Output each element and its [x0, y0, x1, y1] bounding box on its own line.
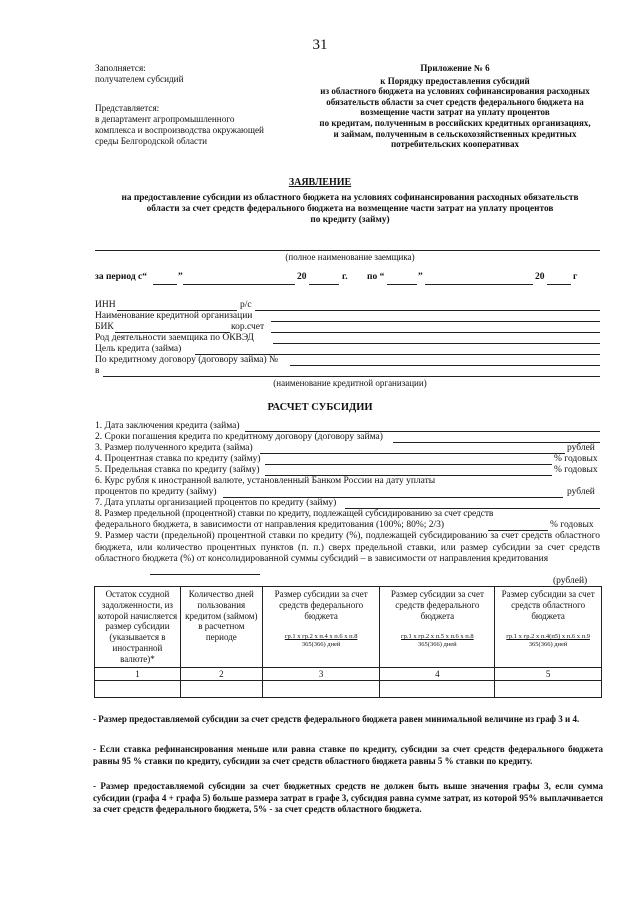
appendix-line: к Порядку предоставления субсидий: [380, 75, 530, 86]
rubles-caption: (рублей): [553, 576, 588, 586]
item-6: [95, 476, 600, 487]
calc-title: РАСЧЕТ СУБСИДИИ: [267, 402, 373, 413]
contract-row: [95, 355, 600, 366]
submitted-to-line3: среды Белгородской области: [95, 136, 208, 147]
period-quote: ”: [178, 272, 183, 282]
subsidy-table: [94, 586, 602, 698]
appendix-line: по кредитам, полученным в российских кредитных организациях,: [319, 118, 591, 129]
inn-label: ИНН: [95, 300, 116, 310]
header-cell: Количество дней пользования кредитом (займом) в расчетном периоде: [180, 587, 262, 668]
col-number: 2: [180, 667, 262, 681]
appendix-line: потребительских кооперативах: [390, 139, 520, 150]
document-subtitle: [100, 193, 600, 226]
period-to-month-field[interactable]: [425, 284, 533, 285]
period-to-label: по “: [367, 272, 385, 282]
data-cell[interactable]: [495, 681, 602, 698]
borrower-name-field[interactable]: [95, 250, 600, 251]
item-6b: [95, 487, 600, 498]
filled-by-value: получателем субсидий: [95, 74, 184, 85]
item-6-unit: рублей: [567, 487, 595, 497]
submitted-to-line1: в департамент агропромышленного: [95, 114, 235, 125]
period-from-year-field[interactable]: [309, 284, 339, 285]
note-1: - Размер предоставляемой субсидии за счет средств федерального бюджета равен минимальной величине из граф 3 и 4.: [93, 714, 580, 724]
korr-label: кор.счет: [231, 322, 265, 332]
appendix-line: возмещение части затрат на уплату процентов: [360, 107, 550, 118]
item-8-unit: % годовых: [550, 520, 594, 530]
appendix-line: и займам, полученным в сельскохозяйственных кредитных: [333, 128, 577, 139]
filled-by-label: Заполняется:: [95, 63, 146, 73]
rs-label: р/с: [240, 300, 252, 310]
subtitle-line: области за счет средств федерального бюджета на возмещение части затрат на уплату процентов: [146, 204, 554, 215]
formula-fed-1: гр.1 х гр.2 х п.4 х п.6 х п.8: [284, 633, 358, 641]
header-cell: Размер субсидии за счет средств федерального бюджета гр.1 х гр.2 х п.5 х п.6 х п.8 365(366) дней: [380, 587, 495, 668]
bank-caption: (наименование кредитной организации): [273, 378, 427, 388]
item-8-label-cont: федерального бюджета, в зависимости от направления кредитования (100%; 80%; 2/3): [95, 520, 445, 530]
inn-row: [95, 300, 600, 311]
item-6-label-cont: процентов по кредиту (займу): [95, 487, 217, 497]
formula-reg: гр.1 х гр.2 х п.4(п5) х п.6 х п.9: [506, 633, 590, 641]
item-8b: [95, 520, 600, 531]
table-row: [95, 681, 602, 698]
note-2: - Если ставка рефинансирования меньше или равна ставке по кредиту, субсидии за счет средств федерального бюджета равны 95 % ставки по кредиту, субсидии за счет средств областного бюджета равны 5 % ставки по кредиту.: [93, 744, 603, 766]
bank-row: [95, 311, 600, 322]
note-3: - Размер предоставляемой субсидии за счет бюджетных средств не должен быть выше значения графы 3, если сумма субсидии (графа 4 + графа 5) больше размера затрат в графе 3, субсидия равна сумме затрат, из которой 95% выплачивается за счет средств федерального бюджета, 5% - за счет средств областного бюджета.: [93, 781, 603, 815]
submitted-to-line2: комплекса и воспроизводства окружающей: [95, 125, 264, 136]
item-8-label: 8. Размер предельной (процентной) ставки по кредиту, подлежащей субсидированию за счет средств: [95, 509, 494, 519]
item-7-label: 7. Дата уплаты организацией процентов по кредиту (займу): [95, 498, 337, 508]
column-number-row: [95, 667, 602, 681]
period-g-label: г: [573, 272, 578, 282]
period-to-day-field[interactable]: [387, 284, 417, 285]
period-to-year-prefix: 20: [535, 272, 545, 282]
v-row: [95, 366, 600, 377]
header-cell: Размер субсидии за счет средств областного бюджета гр.1 х гр.2 х п.4(п5) х п.6 х п.9 365(366) дней: [495, 587, 602, 668]
formula-fed-2: гр.1 х гр.2 х п.5 х п.6 х п.8: [401, 633, 474, 641]
bank-name-label: Наименование кредитной организации: [95, 311, 253, 321]
v-label: в: [95, 366, 100, 376]
data-cell[interactable]: [380, 681, 495, 698]
item-7: [95, 498, 600, 509]
bik-row: [95, 322, 600, 333]
period-from-month-field[interactable]: [183, 284, 295, 285]
item-5-unit: % годовых: [554, 465, 598, 475]
subtitle-line: на предоставление субсидии из областного бюджета на условиях софинансирования расходных обязательств: [121, 193, 579, 203]
formula-denom: 365(366) дней: [301, 641, 341, 649]
filler-info-block: [95, 63, 285, 147]
period-from-label: за период с“: [95, 272, 148, 282]
page-number: 31: [312, 37, 328, 53]
formula-denom: 365(366) дней: [418, 641, 457, 649]
col-number: 5: [495, 667, 602, 681]
bank-org-field[interactable]: [103, 376, 600, 377]
okved-label: Род деятельности заемщика по ОКВЭД: [95, 333, 254, 343]
period-quote: ”: [418, 272, 423, 282]
data-cell[interactable]: [95, 681, 181, 698]
item-8: [95, 509, 600, 520]
item-2-label: 2. Сроки погашения кредита по кредитному договору (договору займа): [95, 432, 383, 442]
appendix-line: обязательств области за счет средств федерального бюджета на: [326, 96, 584, 107]
col-number: 1: [95, 667, 181, 681]
appendix-title: Приложение № 6: [420, 63, 490, 73]
goal-row: [95, 344, 600, 355]
item-4-label: 4. Процентная ставка по кредиту (займу): [95, 454, 261, 464]
item-9: 9. Размер части (предельной) процентной ставки по кредиту (%), подлежащей субсидированию за счет средств областного бюджета, или количество процентных пунктов (п. п.) сверх предельной ставки, или размер субсидии за счет средств областного бюджета (%) от консолидированной суммы субсидий – в зависимости от направления кредитования: [95, 531, 600, 565]
item-1: [95, 421, 600, 432]
formula-denom: 365(366) дней: [528, 641, 568, 649]
data-cell[interactable]: [262, 681, 380, 698]
item-3: [95, 443, 600, 454]
item-9-field[interactable]: [150, 574, 260, 575]
header-cell: Остаток ссудной задолженности, из которой начисляется размер субсидии (указывается в иностранной валюте)*: [95, 587, 181, 668]
goal-label: Цель кредита (займа): [95, 344, 182, 354]
period-from-year-prefix: 20: [297, 272, 307, 282]
item-3-label: 3. Размер полученного кредита (займа): [95, 443, 253, 453]
item-4: [95, 454, 600, 465]
period-g-label: г.: [342, 272, 348, 282]
borrower-caption: (полное наименование заемщика): [285, 252, 415, 262]
item-5-label: 5. Предельная ставка по кредиту (займу): [95, 465, 260, 475]
col-number: 4: [380, 667, 495, 681]
period-to-year-field[interactable]: [547, 284, 571, 285]
appendix-line: из областного бюджета на условиях софинансирования расходных: [320, 86, 590, 97]
table-header-row: [95, 587, 602, 668]
item-2: [95, 432, 600, 443]
item-5: [95, 465, 600, 476]
col-number: 3: [262, 667, 380, 681]
item-4-unit: % годовых: [554, 454, 598, 464]
bik-label: БИК: [95, 322, 114, 332]
period-from-day-field[interactable]: [153, 284, 177, 285]
okved-row: [95, 333, 600, 344]
header-cell: Размер субсидии за счет средств федерального бюджета гр.1 х гр.2 х п.4 х п.6 х п.8 365(366) дней: [262, 587, 380, 668]
appendix-header: [290, 63, 620, 150]
subtitle-line: по кредиту (займу): [310, 215, 390, 226]
submitted-label: Представляется:: [95, 103, 160, 114]
document-title: ЗАЯВЛЕНИЕ: [288, 177, 352, 188]
item-6-label: 6. Курс рубля к иностранной валюте, установленный Банком России на дату уплаты: [95, 476, 436, 486]
contract-label: По кредитному договору (договору займа) №: [95, 355, 279, 365]
item-1-label: 1. Дата заключения кредита (займа): [95, 421, 240, 431]
data-cell[interactable]: [180, 681, 262, 698]
item-3-unit: рублей: [567, 443, 595, 453]
